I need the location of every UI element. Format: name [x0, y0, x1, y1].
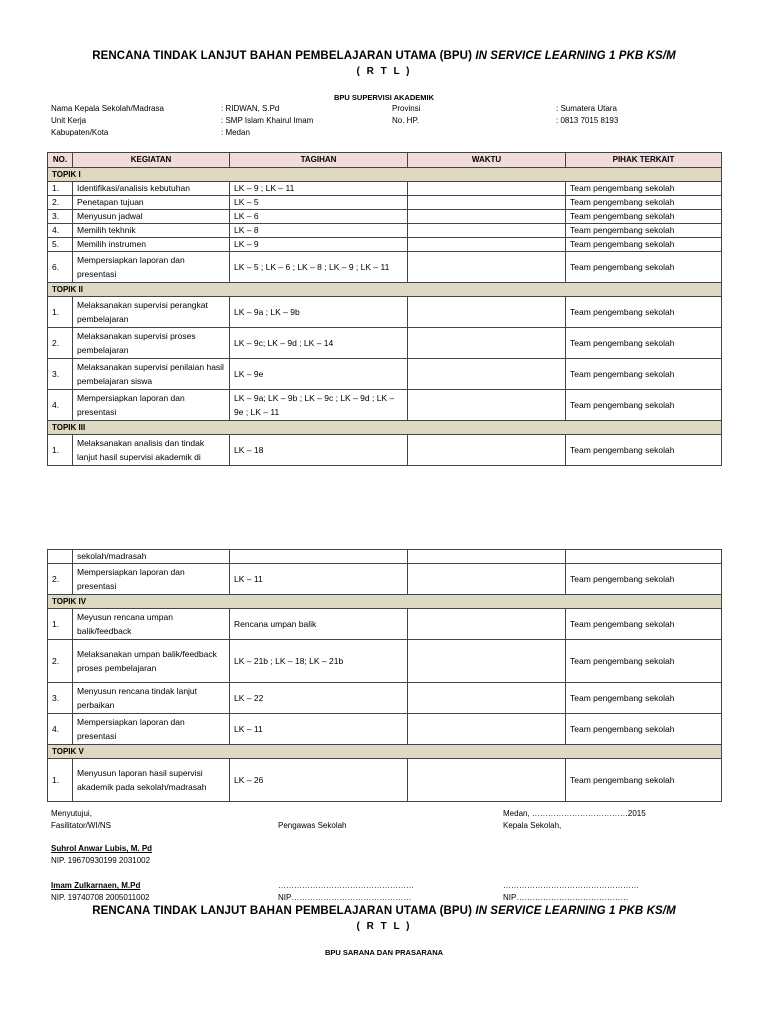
cell-tagihan: LK – 9a ; LK – 9b: [230, 297, 408, 328]
header-kegiatan: KEGIATAN: [73, 153, 230, 168]
rtl-table-page2: [47, 549, 722, 802]
cell-kegiatan: Identifikasi/analisis kebutuhan: [73, 182, 230, 196]
cell-pihak: Team pengembang sekolah: [566, 328, 722, 359]
label-kabupaten: Kabupaten/Kota: [51, 128, 109, 137]
info-left-values: [221, 103, 313, 139]
topic-label: TOPIK V: [48, 745, 722, 759]
cell-pihak: [566, 550, 722, 564]
table-row: [48, 210, 722, 224]
cell-no: 1.: [48, 297, 73, 328]
topic-label: TOPIK III: [48, 421, 722, 435]
cell-pihak: Team pengembang sekolah: [566, 564, 722, 595]
cell-no: 2.: [48, 564, 73, 595]
cell-waktu: [408, 182, 566, 196]
value-provinsi: : Sumatera Utara: [556, 104, 617, 113]
page2-title-main: RENCANA TINDAK LANJUT BAHAN PEMBELAJARAN UTAMA (BPU): [92, 905, 476, 917]
cell-tagihan: LK – 11: [230, 564, 408, 595]
cell-no: 3.: [48, 359, 73, 390]
cell-kegiatan: Melaksanakan analisis dan tindak lanjut hasil supervisi akademik di: [73, 435, 230, 466]
sig-menyetujui: Menyutujui,: [51, 809, 92, 818]
table-row: [48, 759, 722, 802]
cell-no: 1.: [48, 435, 73, 466]
page2-title: [0, 905, 768, 917]
cell-waktu: [408, 714, 566, 745]
label-provinsi: Provinsi: [392, 104, 421, 113]
page2-subtitle: BPU SARANA DAN PRASARANA: [324, 948, 444, 957]
cell-no: [48, 550, 73, 564]
cell-no: 2.: [48, 196, 73, 210]
table-row: [48, 390, 722, 421]
cell-no: 3.: [48, 683, 73, 714]
cell-tagihan: LK – 26: [230, 759, 408, 802]
page-subtitle: BPU SUPERVISI AKADEMIK: [333, 93, 435, 102]
cell-waktu: [408, 224, 566, 238]
cell-waktu: [408, 328, 566, 359]
cell-kegiatan: Memilih tekhnik: [73, 224, 230, 238]
header-tagihan: TAGIHAN: [230, 153, 408, 168]
cell-tagihan: [230, 550, 408, 564]
cell-kegiatan: Melaksanakan supervisi proses pembelajaran: [73, 328, 230, 359]
cell-kegiatan: Melaksanakan supervisi perangkat pembelajaran: [73, 297, 230, 328]
cell-pihak: Team pengembang sekolah: [566, 714, 722, 745]
cell-pihak: Team pengembang sekolah: [566, 390, 722, 421]
cell-pihak: Team pengembang sekolah: [566, 182, 722, 196]
table-row: [48, 714, 722, 745]
cell-no: 5.: [48, 238, 73, 252]
cell-tagihan: LK – 5 ; LK – 6 ; LK – 8 ; LK – 9 ; LK – 11: [230, 252, 408, 283]
page2-rtl-label: ( R T L ): [356, 921, 412, 932]
cell-tagihan: LK – 22: [230, 683, 408, 714]
topic-row: [48, 595, 722, 609]
sig-fasilitator: Fasilitator/WI/NS: [51, 821, 112, 830]
sig-pengawas: Pengawas Sekolah: [278, 821, 347, 830]
header-waktu: WAKTU: [408, 153, 566, 168]
sig-nip-pengawas: NIP………………………………………: [278, 893, 412, 902]
table-row: [48, 238, 722, 252]
cell-no: 6.: [48, 252, 73, 283]
sig-kepala: Kepala Sekolah,: [503, 821, 562, 830]
topic-row: [48, 168, 722, 182]
cell-pihak: Team pengembang sekolah: [566, 683, 722, 714]
sig-dots-pengawas: ……………………………………………: [278, 881, 414, 890]
cell-waktu: [408, 564, 566, 595]
cell-pihak: Team pengembang sekolah: [566, 224, 722, 238]
label-no-hp: No. HP.: [392, 116, 419, 125]
topic-label: TOPIK II: [48, 283, 722, 297]
cell-waktu: [408, 435, 566, 466]
table-row: [48, 640, 722, 683]
table-row: [48, 683, 722, 714]
cell-pihak: Team pengembang sekolah: [566, 210, 722, 224]
table-row: [48, 297, 722, 328]
cell-kegiatan: Melaksanakan supervisi penilaian hasil pembelajaran siswa: [73, 359, 230, 390]
sig-nip-kepala: NIP……………………………………: [503, 893, 629, 902]
cell-no: 2.: [48, 328, 73, 359]
page-title: [0, 50, 768, 62]
cell-pihak: Team pengembang sekolah: [566, 252, 722, 283]
cell-pihak: Team pengembang sekolah: [566, 297, 722, 328]
topic-row: [48, 745, 722, 759]
cell-kegiatan: Menyusun laporan hasil supervisi akademik pada sekolah/madrasah: [73, 759, 230, 802]
cell-tagihan: LK – 8: [230, 224, 408, 238]
topic-label: TOPIK I: [48, 168, 722, 182]
table-row: [48, 182, 722, 196]
table-row: [48, 550, 722, 564]
cell-waktu: [408, 550, 566, 564]
cell-waktu: [408, 683, 566, 714]
topic-label: TOPIK IV: [48, 595, 722, 609]
cell-kegiatan: sekolah/madrasah: [73, 550, 230, 564]
cell-kegiatan: Mempersiapkan laporan dan presentasi: [73, 714, 230, 745]
cell-kegiatan: Meyusun rencana umpan balik/feedback: [73, 609, 230, 640]
cell-pihak: Team pengembang sekolah: [566, 759, 722, 802]
title-italic: IN SERVICE LEARNING 1 PKB KS/M: [475, 50, 676, 62]
cell-kegiatan: Mempersiapkan laporan dan presentasi: [73, 390, 230, 421]
cell-waktu: [408, 196, 566, 210]
table-row: [48, 196, 722, 210]
cell-tagihan: LK – 21b ; LK – 18; LK – 21b: [230, 640, 408, 683]
cell-tagihan: LK – 11: [230, 714, 408, 745]
info-left-labels: [51, 103, 164, 139]
cell-waktu: [408, 238, 566, 252]
cell-waktu: [408, 210, 566, 224]
cell-pihak: Team pengembang sekolah: [566, 609, 722, 640]
cell-tagihan: LK – 5: [230, 196, 408, 210]
cell-pihak: Team pengembang sekolah: [566, 640, 722, 683]
sig-name-fasilitator-1: Suhrol Anwar Lubis, M. Pd: [51, 844, 153, 853]
cell-kegiatan: Mempersiapkan laporan dan presentasi: [73, 564, 230, 595]
info-right-values: [556, 103, 618, 127]
header-no: NO.: [48, 153, 73, 168]
cell-waktu: [408, 297, 566, 328]
cell-tagihan: LK – 9: [230, 238, 408, 252]
rtl-label: ( R T L ): [356, 66, 412, 77]
table-row: [48, 564, 722, 595]
cell-no: 1.: [48, 609, 73, 640]
cell-kegiatan: Mempersiapkan laporan dan presentasi: [73, 252, 230, 283]
sig-dots-kepala: ……………………………………………: [503, 881, 639, 890]
table-row: [48, 252, 722, 283]
cell-kegiatan: Menyusun rencana tindak lanjut perbaikan: [73, 683, 230, 714]
value-kabupaten: : Medan: [221, 128, 250, 137]
cell-pihak: Team pengembang sekolah: [566, 238, 722, 252]
sig-name-fasilitator-2: Imam Zulkarnaen, M.Pd: [51, 881, 141, 890]
value-nama-kepala: : RIDWAN, S.Pd: [221, 104, 280, 113]
cell-no: 4.: [48, 390, 73, 421]
cell-waktu: [408, 609, 566, 640]
cell-no: 1.: [48, 182, 73, 196]
sig-nip-fasilitator-2: NIP. 19740708 2005011002: [51, 893, 150, 902]
topic-row: [48, 283, 722, 297]
cell-no: 4.: [48, 224, 73, 238]
cell-pihak: Team pengembang sekolah: [566, 435, 722, 466]
cell-kegiatan: Menyusun jadwal: [73, 210, 230, 224]
topic-row: [48, 421, 722, 435]
label-unit-kerja: Unit Kerja: [51, 116, 87, 125]
cell-waktu: [408, 390, 566, 421]
cell-no: 2.: [48, 640, 73, 683]
table-header-row: [48, 153, 722, 168]
table-row: [48, 609, 722, 640]
header-pihak: PIHAK TERKAIT: [566, 153, 722, 168]
title-main: RENCANA TINDAK LANJUT BAHAN PEMBELAJARAN UTAMA (BPU): [92, 50, 476, 62]
cell-waktu: [408, 252, 566, 283]
sig-kota-tanggal: Medan, ………………………………2015: [503, 809, 646, 818]
table-row: [48, 435, 722, 466]
value-no-hp: : 0813 7015 8193: [556, 116, 619, 125]
cell-tagihan: LK – 9a; LK – 9b ; LK – 9c ; LK – 9d ; LK – 9e ; LK – 11: [230, 390, 408, 421]
cell-tagihan: LK – 9c; LK – 9d ; LK – 14: [230, 328, 408, 359]
cell-tagihan: Rencana umpan balik: [230, 609, 408, 640]
cell-waktu: [408, 640, 566, 683]
table-row: [48, 328, 722, 359]
page2-title-italic: IN SERVICE LEARNING 1 PKB KS/M: [475, 905, 676, 917]
cell-no: 4.: [48, 714, 73, 745]
cell-no: 3.: [48, 210, 73, 224]
cell-pihak: Team pengembang sekolah: [566, 196, 722, 210]
cell-kegiatan: Penetapan tujuan: [73, 196, 230, 210]
label-nama-kepala: Nama Kepala Sekolah/Madrasa: [51, 104, 164, 113]
sig-nip-fasilitator-1: NIP. 19670930199 2031002: [51, 856, 151, 865]
cell-tagihan: LK – 18: [230, 435, 408, 466]
cell-pihak: Team pengembang sekolah: [566, 359, 722, 390]
info-right-labels: [392, 103, 420, 127]
cell-kegiatan: Memilih instrumen: [73, 238, 230, 252]
cell-waktu: [408, 759, 566, 802]
table-row: [48, 224, 722, 238]
cell-no: 1.: [48, 759, 73, 802]
cell-kegiatan: Melaksanakan umpan balik/feedback proses pembelajaran: [73, 640, 230, 683]
value-unit-kerja: : SMP Islam Khairul Imam: [221, 116, 314, 125]
table-row: [48, 359, 722, 390]
cell-waktu: [408, 359, 566, 390]
cell-tagihan: LK – 6: [230, 210, 408, 224]
cell-tagihan: LK – 9 ; LK – 11: [230, 182, 408, 196]
cell-tagihan: LK – 9e: [230, 359, 408, 390]
rtl-table-page1: [47, 152, 722, 466]
